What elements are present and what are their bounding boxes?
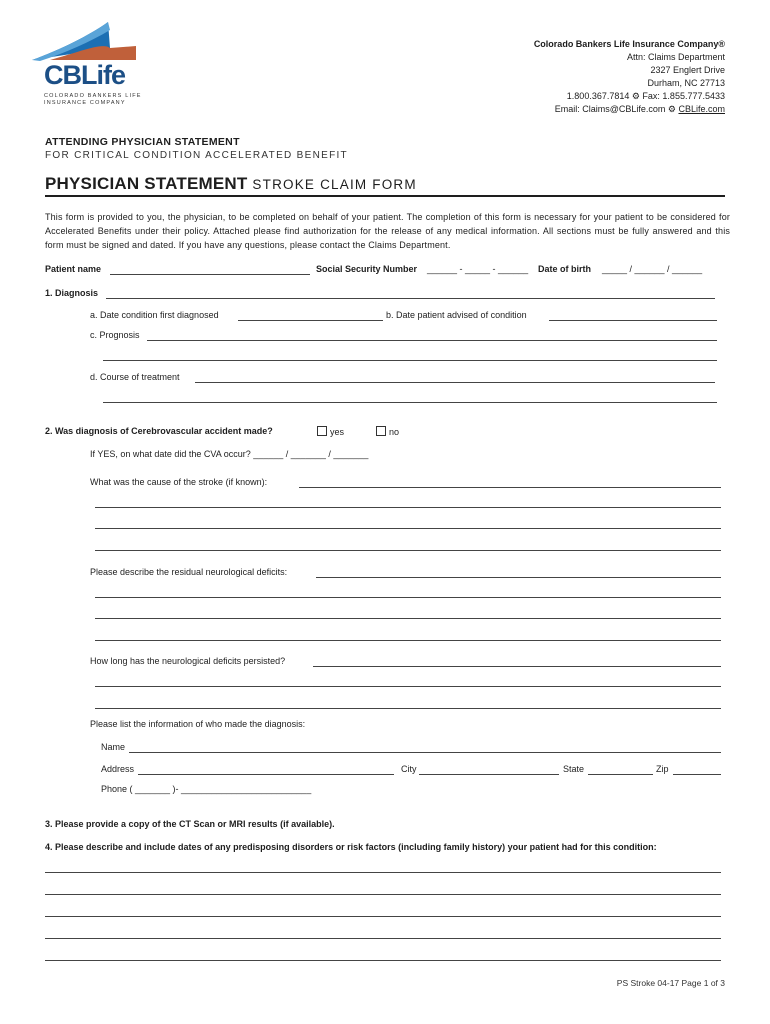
- q2-cva-question: 2. Was diagnosis of Cerebrovascular accident made?: [45, 426, 273, 436]
- course-of-treatment-field-line2[interactable]: [103, 402, 717, 403]
- diagnoser-city-field[interactable]: [419, 774, 559, 775]
- risk-factors-line2[interactable]: [45, 894, 721, 895]
- residual-deficits-label: Please describe the residual neurological deficits:: [90, 567, 288, 577]
- q1b-label: b. Date patient advised of condition: [386, 310, 527, 320]
- q1-diagnosis-label: 1. Diagnosis: [45, 288, 99, 298]
- title-divider: [45, 195, 725, 197]
- company-city: Durham, NC 27713: [647, 78, 725, 88]
- risk-factors-line3[interactable]: [45, 916, 721, 917]
- q1d-label: d. Course of treatment: [90, 372, 180, 382]
- residual-deficits-field[interactable]: [316, 577, 721, 578]
- stroke-cause-line4[interactable]: [95, 550, 721, 551]
- cva-date-field[interactable]: If YES, on what date did the CVA occur? ______ / _______ / _______: [90, 449, 369, 459]
- yes-checkbox[interactable]: [317, 426, 327, 436]
- page-footer: PS Stroke 04-17 Page 1 of 3: [616, 978, 725, 988]
- stroke-cause-line3[interactable]: [95, 528, 721, 529]
- form-title: PHYSICIAN STATEMENT STROKE CLAIM FORM: [45, 174, 417, 193]
- statement-subheading: FOR CRITICAL CONDITION ACCELERATED BENEFIT: [45, 150, 348, 161]
- diagnoser-address-label: Address: [101, 764, 135, 774]
- residual-deficits-line3[interactable]: [95, 618, 721, 619]
- diagnoser-city-label: City: [401, 764, 417, 774]
- dob-label: Date of birth: [538, 264, 591, 274]
- diagnosis-field[interactable]: [106, 298, 715, 299]
- stroke-cause-line2[interactable]: [95, 507, 721, 508]
- risk-factors-line5[interactable]: [45, 960, 721, 961]
- stroke-cause-label: What was the cause of the stroke (if known):: [90, 477, 268, 487]
- company-email-web: Email: Claims@CBLife.com ⚙ CBLife.com: [554, 104, 725, 114]
- diagnoser-zip-label: Zip: [656, 764, 669, 774]
- q3-ct-scan-request: 3. Please provide a copy of the CT Scan or MRI results (if available).: [45, 819, 335, 829]
- statement-heading: ATTENDING PHYSICIAN STATEMENT: [45, 136, 240, 148]
- cva-yes-option[interactable]: yes: [317, 426, 344, 437]
- patient-name-field[interactable]: [110, 274, 310, 275]
- diagnoser-address-field[interactable]: [138, 774, 394, 775]
- diagnoser-zip-field[interactable]: [673, 774, 721, 775]
- diagnoser-phone-field[interactable]: Phone ( _______ )- __________________________: [101, 784, 312, 794]
- q1c-label: c. Prognosis: [90, 330, 140, 340]
- intro-paragraph: This form is provided to you, the physician, to be completed on behalf of your patient. The completion of this form is necessary for your patient to be considered for Accelerated Benefits under their policy. Attached please find authorization for the release of any medical information. All sections must be fully answered and this form must be signed and dated. If you have any questions, please contact the Claims Department.: [45, 212, 730, 250]
- company-attn: Attn: Claims Department: [626, 52, 725, 62]
- no-checkbox[interactable]: [376, 426, 386, 436]
- logo-subtitle: COLORADO BANKERS LIFE INSURANCE COMPANY: [44, 93, 142, 106]
- dob-field[interactable]: _____ / ______ / ______: [602, 264, 703, 274]
- deficits-persisted-line2[interactable]: [95, 686, 721, 687]
- diagnoser-name-field[interactable]: [129, 752, 721, 753]
- company-street: 2327 Englert Drive: [650, 65, 725, 75]
- date-advised-field[interactable]: [549, 320, 717, 321]
- deficits-persisted-label: How long has the neurological deficits persisted?: [90, 656, 286, 666]
- diagnoser-state-label: State: [563, 764, 585, 774]
- deficits-persisted-line3[interactable]: [95, 708, 721, 709]
- company-name: Colorado Bankers Life Insurance Company®: [533, 39, 725, 49]
- residual-deficits-line4[interactable]: [95, 640, 721, 641]
- diagnoser-info-label: Please list the information of who made the diagnosis:: [90, 719, 306, 729]
- company-phone-fax: 1.800.367.7814 ⚙ Fax: 1.855.777.5433: [566, 91, 725, 101]
- company-address-block: [534, 38, 725, 116]
- cva-no-option[interactable]: no: [376, 426, 399, 437]
- residual-deficits-line2[interactable]: [95, 597, 721, 598]
- ssn-label: Social Security Number: [316, 264, 418, 274]
- patient-name-label: Patient name: [45, 264, 102, 274]
- q4-risk-factors-question: 4. Please describe and include dates of any predisposing disorders or risk factors (including family history) your patient had for this condition:: [45, 842, 657, 852]
- q1a-label: a. Date condition first diagnosed: [90, 310, 219, 320]
- logo-swoosh-icon: [30, 20, 142, 65]
- prognosis-field[interactable]: [147, 340, 717, 341]
- date-first-diagnosed-field[interactable]: [238, 320, 383, 321]
- risk-factors-line1[interactable]: [45, 872, 721, 873]
- prognosis-field-line2[interactable]: [103, 360, 717, 361]
- diagnoser-name-label: Name: [101, 742, 126, 752]
- stroke-cause-field[interactable]: [299, 487, 721, 488]
- website-link[interactable]: CBLife.com: [678, 104, 725, 114]
- course-of-treatment-field[interactable]: [195, 382, 715, 383]
- ssn-field[interactable]: ______ - _____ - ______: [427, 264, 529, 274]
- deficits-persisted-field[interactable]: [313, 666, 721, 667]
- logo-wordmark: CBLife: [44, 60, 125, 90]
- risk-factors-line4[interactable]: [45, 938, 721, 939]
- diagnoser-state-field[interactable]: [588, 774, 653, 775]
